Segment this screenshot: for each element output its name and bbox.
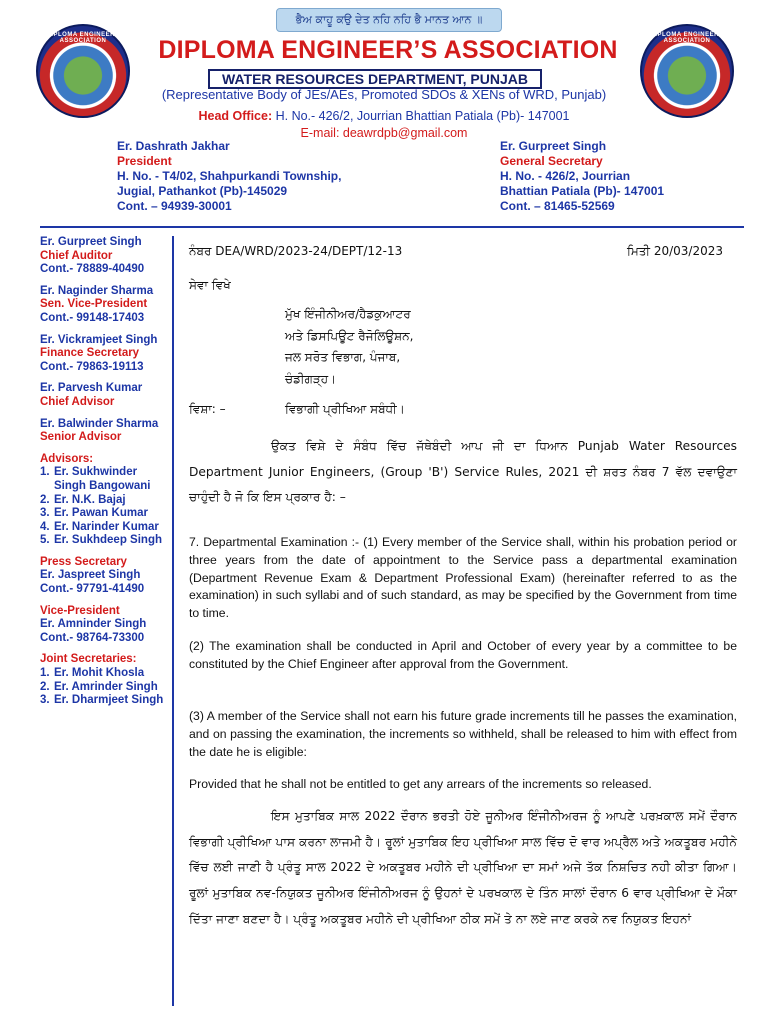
list-item <box>40 681 172 695</box>
address-line: ਚੰਡੀਗੜ੍ਹ। <box>285 371 337 386</box>
sidebar-contact: Cont.- 79863-19113 <box>40 360 144 373</box>
email-line: E-mail: deawrdpb@gmail.com <box>300 126 468 140</box>
senior-advisor-block <box>40 418 172 445</box>
advisor-name: Er. Narinder Kumar <box>54 520 159 533</box>
association-logo-right <box>640 24 734 118</box>
advisors-list <box>40 466 172 548</box>
list-number: 1. <box>40 667 50 680</box>
list-item <box>40 480 172 494</box>
secretary-contact: Cont. – 81465-52569 <box>500 199 615 213</box>
office-bearers-sidebar <box>40 236 174 1006</box>
sidebar-role: Chief Advisor <box>40 395 115 408</box>
motto-banner: ਭੈਅ ਕਾਹੂ ਕਉ ਦੇਤ ਨਹਿ ਨਹਿ ਭੈ ਮਾਨਤ ਆਨ ॥ <box>276 8 502 32</box>
list-item <box>40 667 172 681</box>
association-logo-left <box>36 24 130 118</box>
list-number: 4. <box>40 520 50 533</box>
secretary-role: General Secretary <box>500 154 603 168</box>
sidebar-contact: Cont.- 78889-40490 <box>40 263 145 276</box>
subject-label: ਵਿਸ਼ਾ: – <box>189 402 226 416</box>
sidebar-name: Er. Naginder Sharma <box>40 284 154 297</box>
list-item <box>40 494 172 508</box>
secretary-block <box>500 139 664 214</box>
sidebar-role: Vice-President <box>40 604 120 617</box>
joint-secretary-name: Er. Amrinder Singh <box>54 680 158 693</box>
address-line: ਅਤੇ ਡਿਸਪਿਊਟ ਰੈਜੋਲਿਊਸ਼ਨ, <box>285 328 414 343</box>
sidebar-name: Er. Amninder Singh <box>40 618 147 631</box>
list-item <box>40 507 172 521</box>
vice-president-block <box>40 605 172 646</box>
president-role: President <box>117 154 172 168</box>
secretary-address-1: H. No. - 426/2, Jourrian <box>500 169 631 183</box>
head-office <box>130 109 638 123</box>
list-number <box>40 480 54 494</box>
list-number: 5. <box>40 534 50 547</box>
list-number: 2. <box>40 493 50 506</box>
sidebar-role: Press Secretary <box>40 555 127 568</box>
logo-ring-text: DIPLOMA ENGINEERS ASSOCIATION <box>650 32 724 44</box>
advisor-name: Singh Bangowani <box>54 479 151 492</box>
department-box: WATER RESOURCES DEPARTMENT, PUNJAB <box>208 69 542 89</box>
list-item <box>40 466 172 480</box>
sidebar-name: Er. Gurpreet Singh <box>40 236 142 248</box>
advisor-name: Er. N.K. Bajaj <box>54 493 126 506</box>
advisor-name: Er. Sukhwinder <box>54 466 138 479</box>
reference-number: ਨੰਬਰ DEA/WRD/2023-24/DEPT/12-13 <box>189 244 403 258</box>
sidebar-contact: Cont.- 99148-17403 <box>40 311 145 324</box>
joint-secretaries-heading: Joint Secretaries: <box>40 653 137 666</box>
president-name: Er. Dashrath Jakhar <box>117 139 230 153</box>
letter-body <box>189 236 737 1016</box>
sidebar-role: Sen. Vice-President <box>40 298 148 311</box>
chief-advisor-block <box>40 382 172 409</box>
list-item <box>40 534 172 548</box>
secretary-name: Er. Gurpreet Singh <box>500 139 607 153</box>
reference-line <box>189 244 737 262</box>
advisors-heading: Advisors: <box>40 452 94 465</box>
president-address-1: H. No. - T4/02, Shahpurkandi Township, <box>117 169 342 183</box>
sidebar-contact: Cont.- 97791-41490 <box>40 583 145 596</box>
sidebar-role: Senior Advisor <box>40 431 122 444</box>
sen-vice-president-block <box>40 285 172 326</box>
subject-text: ਵਿਭਾਗੀ ਪ੍ਰੀਖਿਆ ਸਬੰਧੀ। <box>285 402 405 416</box>
joint-secretary-name: Er. Dharmjeet Singh <box>54 694 164 707</box>
intro-paragraph-text: ਉਕਤ ਵਿਸ਼ੇ ਦੇ ਸੰਬੰਧ ਵਿੱਚ ਜੱਥੇਬੰਦੀ ਆਪ ਜੀ ਦਾ ਧਿਆਨ Punjab Water Resources Department Junior Engineers, (Group 'B') Service Rules, 2021 ਦੀ ਸ਼ਰਤ ਨੰਬਰ 7 ਵੱਲ ਦਵਾਉਣਾ ਚਾਹੁੰਦੀ ਹੈ ਜੋ ਕਿ ਇਸ ਪ੍ਰਕਾਰ ਹੈ: – <box>189 439 737 504</box>
intro-paragraph <box>189 434 737 511</box>
joint-secretaries-list <box>40 667 172 708</box>
sidebar-name: Er. Jaspreet Singh <box>40 569 141 582</box>
logo-ring-text: DIPLOMA ENGINEERS ASSOCIATION <box>46 32 120 44</box>
press-secretary-block <box>40 556 172 597</box>
sidebar-name: Er. Parvesh Kumar <box>40 382 143 395</box>
advisor-name: Er. Pawan Kumar <box>54 507 148 520</box>
association-title: DIPLOMA ENGINEER’S ASSOCIATION <box>158 36 618 64</box>
rule-2-paragraph: (2) The examination shall be conducted in April and October of every year by a committee to be constituted by the Chief Engineer after approval from the Government. <box>189 639 737 671</box>
sidebar-role: Finance Secretary <box>40 347 140 360</box>
list-number: 1. <box>40 466 50 479</box>
list-number: 3. <box>40 507 50 520</box>
secretary-address-2: Bhattian Patiala (Pb)- 147001 <box>500 184 665 198</box>
rule-7-paragraph: 7. Departmental Examination :- (1) Every member of the Service shall, within his probation period or three years from the date of appointment to the Service pass a departmental examination (Department Revenue Exam & Department Professional Exam) (hereinafter referred to as the examination) in such syllabi and of such standard, as may be specified by the Government from time to time. <box>189 535 737 621</box>
list-number: 2. <box>40 680 50 693</box>
header-divider <box>40 226 744 228</box>
head-office-address: H. No.- 426/2, Jourrian Bhattian Patiala (Pb)- 147001 <box>272 109 570 123</box>
letter-date: ਮਿਤੀ 20/03/2023 <box>626 244 723 258</box>
sidebar-name: Er. Vickramjeet Singh <box>40 333 158 346</box>
chief-auditor-block <box>40 236 172 277</box>
joint-secretary-name: Er. Mohit Khosla <box>54 667 145 680</box>
list-number: 3. <box>40 694 50 707</box>
salutation: ਸੇਵਾ ਵਿਖੇ <box>189 278 231 292</box>
sidebar-role: Chief Auditor <box>40 249 113 262</box>
representative-line: (Representative Body of JEs/AEs, Promoted SDOs & XENs of WRD, Punjab) <box>161 87 607 102</box>
head-office-label: Head Office: <box>198 109 273 123</box>
body-paragraph-text: ਇਸ ਮੁਤਾਬਿਕ ਸਾਲ 2022 ਦੌਰਾਨ ਭਰਤੀ ਹੋਏ ਜੂਨੀਅਰ ਇੰਜੀਨੀਅਰਜ ਨੂੰ ਆਪਣੇ ਪਰਖ਼ਕਾਲ ਸਮੇਂ ਦੌਰਾਨ ਵਿਭਾਗੀ ਪ੍ਰੀਖਿਆ ਪਾਸ ਕਰਨਾ ਲਾਜਮੀ ਹੈ। ਰੂਲਾਂ ਮੁਤਾਬਿਕ ਇਹ ਪ੍ਰੀਖਿਆ ਸਾਲ ਵਿੱਚ ਦੋ ਵਾਰ ਅਪ੍ਰੈਲ ਅਤੇ ਅਕਤੂਬਰ ਮਹੀਨੇ ਵਿੱਚ ਲਈ ਜਾਣੀ ਹੈ ਪ੍ਰੰਤੂ ਸਾਲ 2022 ਦੇ ਅਕਤੂਬਰ ਮਹੀਨੇ ਦੀ ਪ੍ਰੀਖਿਆ ਦਾ ਸਮਾਂ ਅਜੇ ਤੱਕ ਨਿਸ਼ਚਿਤ ਨਹੀ ਕੀਤਾ ਗਿਆ। ਰੂਲਾਂ ਮੁਤਾਬਿਕ ਨਵ-ਨਿਯੁਕਤ ਜੂਨੀਅਰ ਇੰਜੀਨੀਅਰਜ ਨੂੰ ਉਹਨਾਂ ਦੇ ਪਰਖਕਾਲ ਦੇ ਤਿੰਨ ਸਾਲਾਂ ਦੌਰਾਨ 6 ਵਾਰ ਪ੍ਰੀਖਿਆ ਦੇ ਮੌਕਾ ਦਿੱਤਾ ਜਾਣਾ ਬਣਦਾ ਹੈ। ਪ੍ਰੰਤੂ ਅਕਤੂਬਰ ਮਹੀਨੇ ਦੀ ਪ੍ਰੀਖਿਆ ਠੀਕ ਸਮੇਂ ਤੇ ਨਾ ਲਏ ਜਾਣ ਕਰਕੇ ਨਵ ਨਿਯੁਕਤ ਇਹਨਾਂ <box>189 809 737 926</box>
list-item <box>40 521 172 535</box>
address-line: ਜਲ ਸਰੋਤ ਵਿਭਾਗ, ਪੰਜਾਬ, <box>285 350 401 364</box>
rule-3-paragraph: (3) A member of the Service shall not earn his future grade increments till he passes the examination, and on passing the examination, the increments so withheld, shall be released to him with effect from the date he is eligible: <box>189 709 737 759</box>
list-item <box>40 694 172 708</box>
finance-secretary-block <box>40 334 172 375</box>
advisor-name: Er. Sukhdeep Singh <box>54 534 162 547</box>
sidebar-contact: Cont.- 98764-73300 <box>40 631 145 644</box>
recipient-address <box>285 304 414 390</box>
body-paragraph <box>189 804 737 933</box>
president-contact: Cont. – 94939-30001 <box>117 199 232 213</box>
proviso-paragraph: Provided that he shall not be entitled to get any arrears of the increments so released. <box>189 777 652 791</box>
joint-secretaries-block <box>40 653 172 707</box>
president-block <box>117 139 341 214</box>
advisors-block <box>40 453 172 548</box>
president-address-2: Jugial, Pathankot (Pb)-145029 <box>117 184 288 198</box>
address-line: ਮੁੱਖ ਇੰਜੀਨੀਅਰ/ਹੈਡਕੁਆਟਰ <box>285 307 411 321</box>
sidebar-name: Er. Balwinder Sharma <box>40 417 159 430</box>
